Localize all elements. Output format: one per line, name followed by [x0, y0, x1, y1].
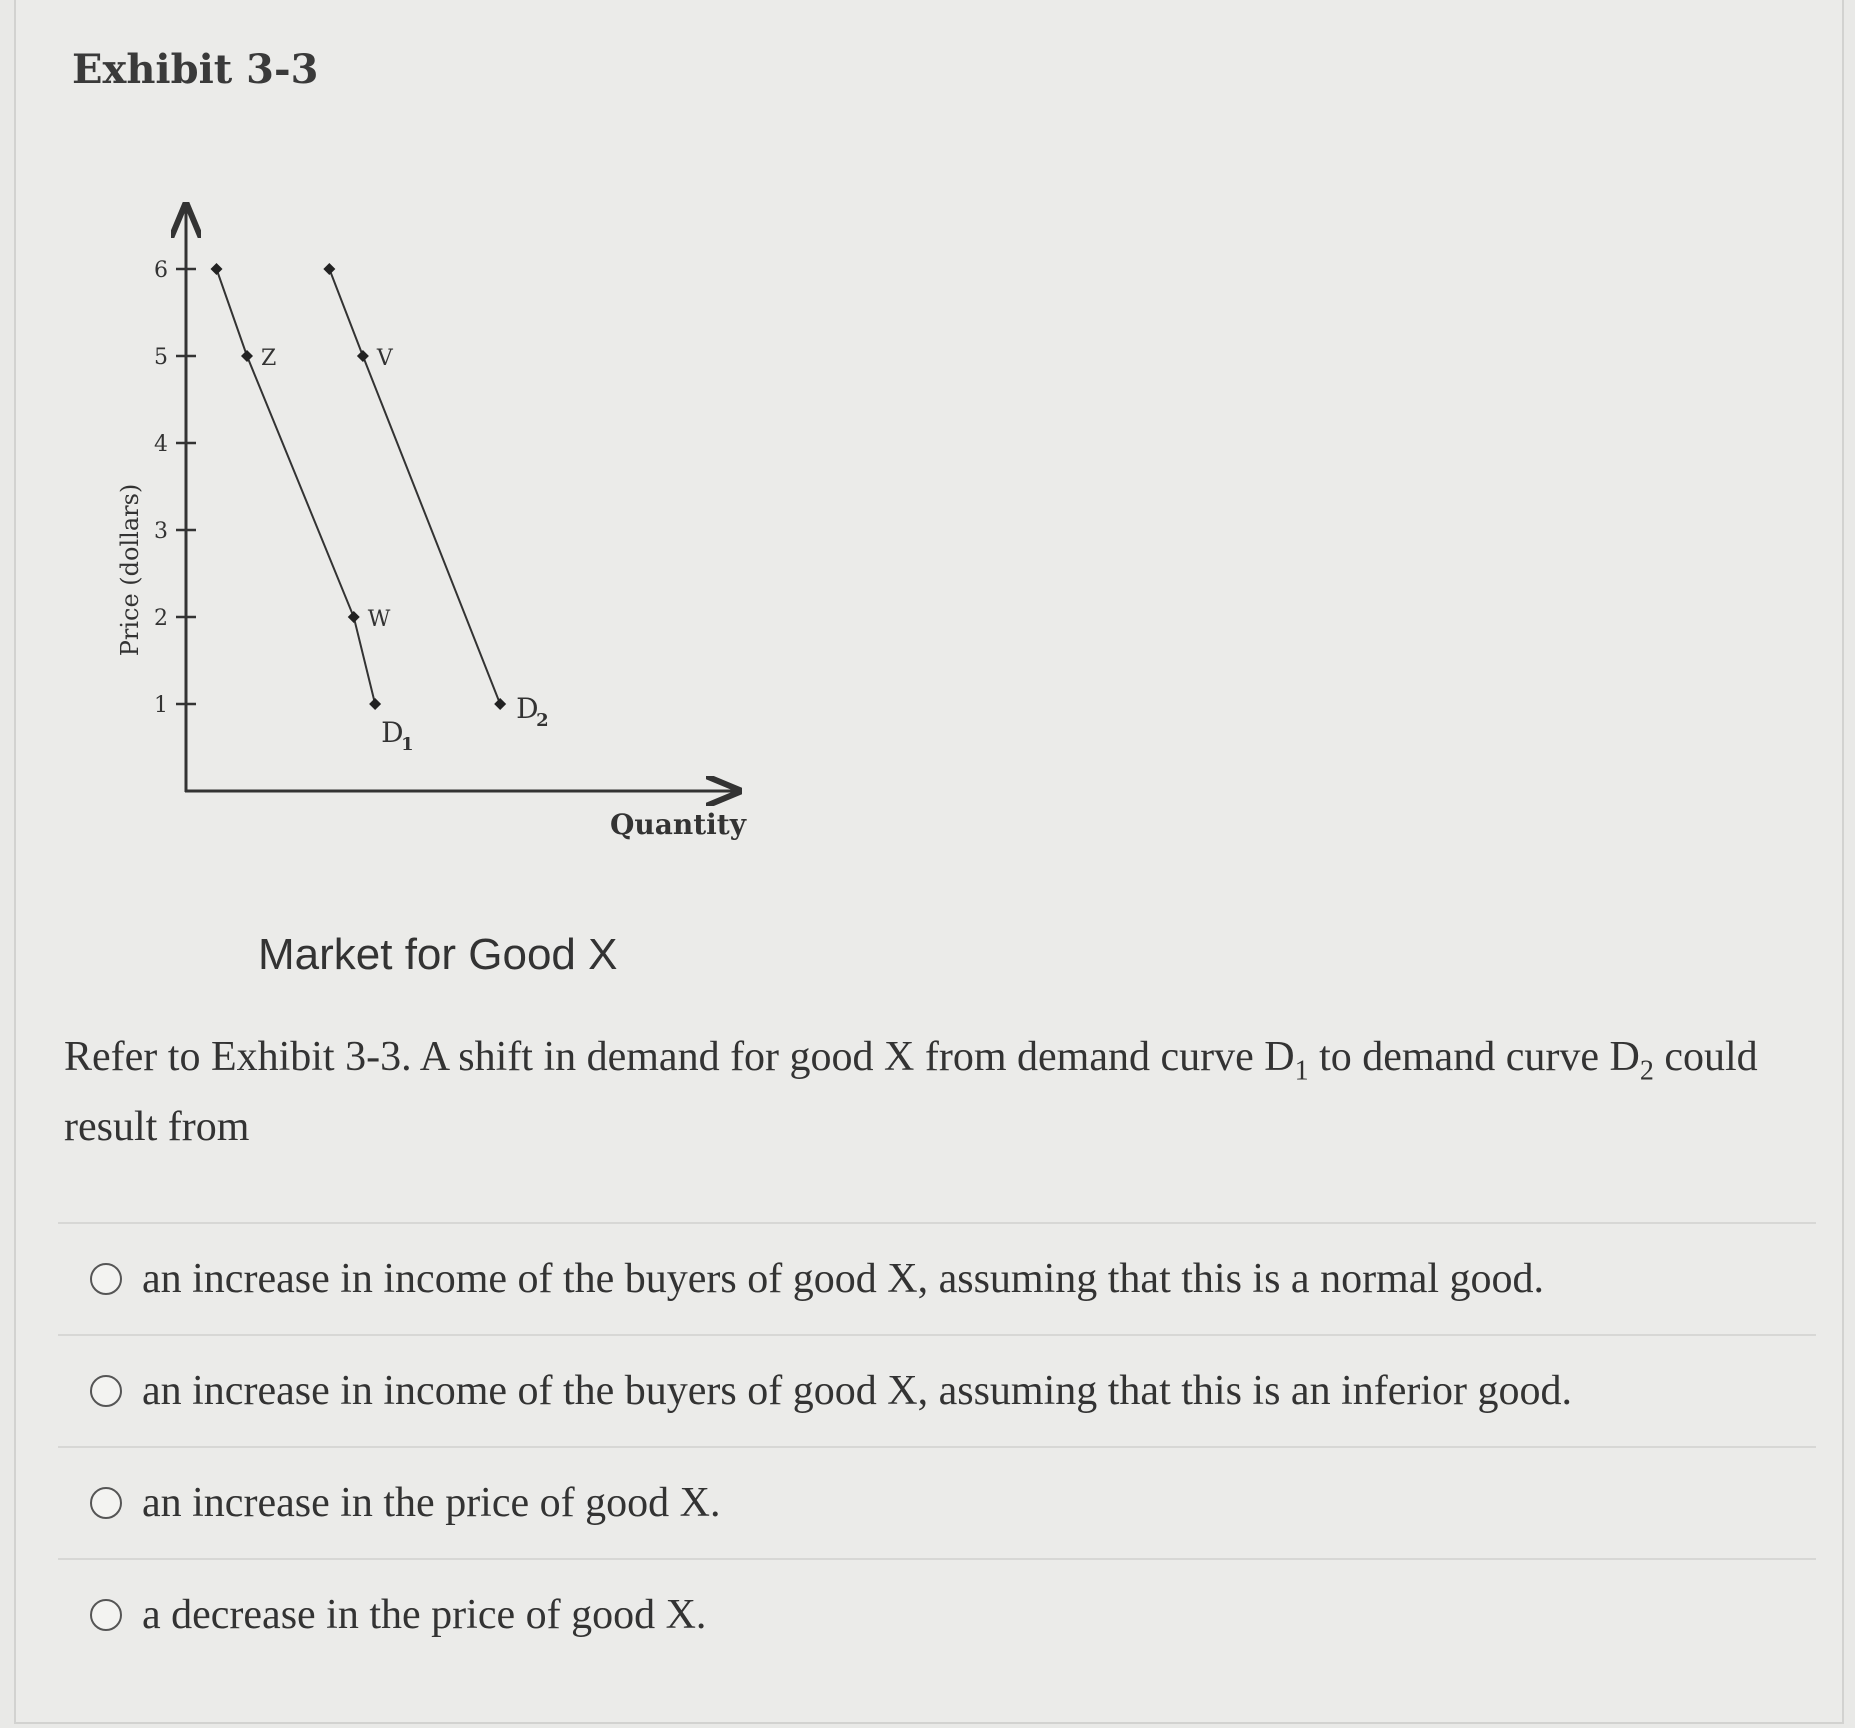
answer-option-label: a decrease in the price of good X. [142, 1592, 707, 1638]
demand-curves [211, 263, 549, 755]
answer-options [58, 1222, 1816, 1670]
data-point-marker [357, 350, 369, 362]
data-point-marker [348, 611, 360, 623]
question-text-before: Refer to Exhibit 3-3. A shift in demand for good X from demand curve D [64, 1034, 1295, 1080]
y-tick-label: 3 [154, 519, 168, 544]
data-point-marker [494, 698, 506, 710]
demand-chart [96, 190, 756, 870]
answer-option[interactable] [58, 1446, 1816, 1558]
y-axis-label: Price (dollars) [116, 483, 144, 657]
question-sub1: 1 [1294, 1055, 1309, 1087]
question-text [64, 1022, 1784, 1162]
curve-name-label: D [381, 716, 404, 749]
curve-name-label: D [516, 692, 539, 725]
answer-option-label: an increase in income of the buyers of good X, assuming that this is a normal good. [142, 1256, 1545, 1302]
y-tick-label: 5 [154, 345, 168, 370]
chart-caption: Market for Good X [258, 930, 618, 979]
exhibit-title: Exhibit 3-3 [72, 46, 319, 93]
radio-circle-icon[interactable] [90, 1263, 122, 1295]
point-label: Z [261, 346, 277, 371]
y-tick-label: 2 [154, 606, 168, 631]
curve-name-subscript: 2 [536, 710, 549, 731]
radio-circle-icon[interactable] [90, 1487, 122, 1519]
data-point-marker [323, 263, 335, 275]
answer-option[interactable] [58, 1334, 1816, 1446]
y-tick-label: 4 [154, 432, 168, 457]
question-sub2: 2 [1639, 1055, 1654, 1087]
y-tick-label: 6 [154, 258, 168, 283]
question-page [14, 0, 1844, 1724]
x-axis-label: Quantity [609, 808, 747, 841]
curve-name-subscript: 1 [401, 734, 414, 755]
point-label: V [376, 346, 393, 371]
question-text-middle: to demand curve D [1308, 1034, 1640, 1080]
point-label: W [367, 607, 391, 632]
demand-curve-line [329, 269, 500, 704]
radio-circle-icon[interactable] [90, 1599, 122, 1631]
demand-curve-line [217, 269, 376, 704]
y-ticks [154, 258, 196, 718]
data-point-marker [241, 350, 253, 362]
answer-option[interactable] [58, 1558, 1816, 1670]
answer-option[interactable] [58, 1222, 1816, 1334]
radio-circle-icon[interactable] [90, 1375, 122, 1407]
answer-option-label: an increase in the price of good X. [142, 1480, 721, 1526]
y-tick-label: 1 [154, 693, 168, 718]
data-point-marker [369, 698, 381, 710]
answer-option-label: an increase in income of the buyers of good X, assuming that this is an inferior good. [142, 1368, 1573, 1414]
question-text-after: could result from [64, 1034, 1758, 1150]
data-point-marker [211, 263, 223, 275]
